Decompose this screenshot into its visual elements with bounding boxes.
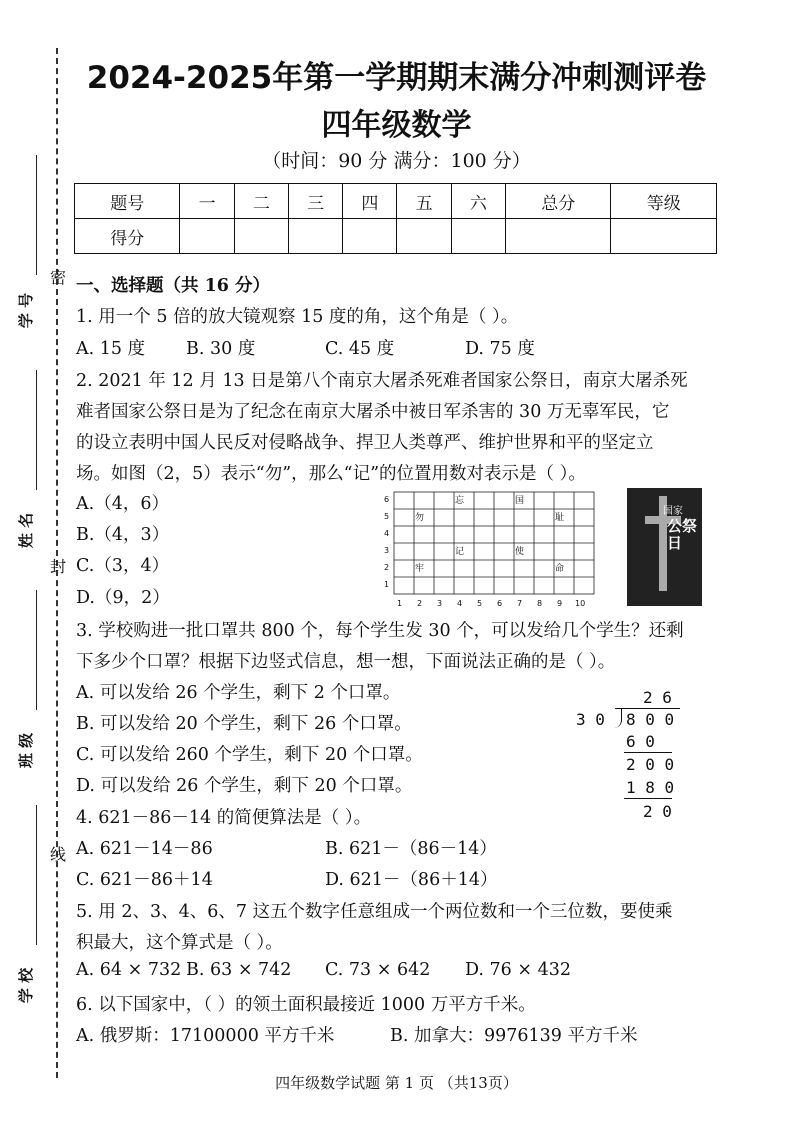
score-row-label: 得分 — [75, 219, 180, 254]
division-step-3: 1 8 0 — [626, 778, 675, 797]
poster-text-small: 国家 — [663, 506, 683, 517]
q2-option-a[interactable]: A.（4，6） — [76, 494, 169, 514]
division-bracket — [613, 708, 622, 728]
memorial-day-poster — [627, 488, 702, 606]
y-tick: 1 — [384, 580, 390, 589]
division-divisor: 3 0 — [576, 710, 605, 729]
score-cell: 总分 — [505, 184, 610, 219]
score-blank[interactable] — [505, 219, 610, 254]
question-3-line-2: 下多少个口罩？根据下边竖式信息，想一想，下面说法正确的是（ ）。 — [76, 652, 616, 672]
score-blank[interactable] — [397, 219, 451, 254]
score-cell: 题号 — [75, 184, 180, 219]
q5-option-d[interactable]: D. 76 × 432 — [465, 960, 571, 980]
long-division-figure — [570, 688, 690, 828]
q5-option-a[interactable]: A. 64 × 732 — [76, 960, 182, 980]
q3-option-a[interactable]: A. 可以发给 26 个学生，剩下 2 个口罩。 — [76, 683, 401, 703]
score-table-header-row — [75, 184, 717, 219]
division-remainder: 2 0 — [643, 802, 672, 821]
seal-mark-mi: 密 — [50, 268, 67, 287]
student-id-label: 学 号 — [17, 292, 36, 329]
grid-lines — [394, 492, 594, 594]
y-tick: 5 — [384, 512, 390, 521]
class-label: 班 级 — [17, 732, 36, 769]
question-1: 1. 用一个 5 倍的放大镜观察 15 度的角，这个角是（ ）。 — [76, 307, 519, 327]
score-blank[interactable] — [180, 219, 234, 254]
grid-char: 牢 — [415, 564, 425, 574]
student-id-blank[interactable] — [36, 155, 37, 275]
q4-option-c[interactable]: C. 621－86＋14 — [76, 870, 213, 890]
score-cell: 二 — [234, 184, 288, 219]
q1-option-b[interactable]: B. 30 度 — [186, 339, 256, 359]
division-step-2: 2 0 0 — [626, 755, 675, 774]
q5-option-b[interactable]: B. 63 × 742 — [186, 960, 292, 980]
question-2-line-1: 2. 2021 年 12 月 13 日是第八个南京大屠杀死难者国家公祭日，南京大屠杀死 — [76, 371, 688, 391]
q4-option-b[interactable]: B. 621－（86－14） — [325, 839, 497, 859]
exam-time-info: （时间：90 分 满分：100 分） — [262, 150, 531, 172]
x-tick: 1 — [397, 599, 403, 608]
question-2-line-2: 难者国家公祭日是为了纪念在南京大屠杀中被日军杀害的 30 万无辜军民，它 — [76, 402, 670, 422]
question-2-line-3: 的设立表明中国人民反对侵略战争、捍卫人类尊严、维护世界和平的坚定立 — [76, 433, 654, 453]
section-heading: 一、选择题（共 16 分） — [76, 276, 271, 296]
page-footer: 四年级数学试题 第 1 页 （共13页） — [275, 1074, 518, 1092]
question-3-line-1: 3. 学校购进一批口罩共 800 个，每个学生发 30 个，可以发给几个学生？还剩 — [76, 621, 684, 641]
score-cell: 五 — [397, 184, 451, 219]
grid-char: 记 — [455, 547, 465, 557]
grid-char: 勿 — [415, 513, 425, 523]
score-blank[interactable] — [288, 219, 342, 254]
q1-option-a[interactable]: A. 15 度 — [76, 339, 146, 359]
question-5-line-1: 5. 用 2、3、4、6、7 这五个数字任意组成一个两位数和一个三位数，要使乘 — [76, 902, 673, 922]
q5-option-c[interactable]: C. 73 × 642 — [325, 960, 431, 980]
x-tick: 6 — [497, 599, 503, 608]
division-step-1: 6 0 — [626, 732, 655, 751]
q4-option-a[interactable]: A. 621－14－86 — [76, 839, 213, 859]
x-tick: 2 — [417, 599, 423, 608]
score-table-score-row — [75, 219, 717, 254]
grid-char: 忘 — [455, 496, 465, 506]
grid-char: 命 — [555, 564, 565, 574]
question-2-line-4: 场。如图（2，5）表示“勿”，那么“记”的位置用数对表示是（ ）。 — [76, 464, 586, 484]
y-tick: 4 — [384, 529, 390, 538]
poster-text-large: 公祭日 — [667, 517, 698, 552]
score-blank[interactable] — [234, 219, 288, 254]
score-blank[interactable] — [611, 219, 717, 254]
q6-option-b[interactable]: B. 加拿大：9976139 平方千米 — [390, 1026, 638, 1046]
division-quotient: 2 6 — [643, 688, 672, 707]
q2-option-c[interactable]: C.（3，4） — [76, 556, 170, 576]
grid-char: 耻 — [555, 513, 565, 523]
q3-option-b[interactable]: B. 可以发给 20 个学生，剩下 26 个口罩。 — [76, 714, 412, 734]
score-cell: 等级 — [611, 184, 717, 219]
score-cell: 六 — [451, 184, 505, 219]
score-cell: 一 — [180, 184, 234, 219]
q6-option-a[interactable]: A. 俄罗斯：17100000 平方千米 — [76, 1026, 335, 1046]
q4-option-d[interactable]: D. 621－（86＋14） — [325, 870, 498, 890]
q3-option-c[interactable]: C. 可以发给 260 个学生，剩下 20 个口罩。 — [76, 745, 423, 765]
division-dividend: 8 0 0 — [626, 710, 675, 729]
class-blank[interactable] — [36, 590, 37, 710]
x-tick: 8 — [537, 599, 543, 608]
q1-option-d[interactable]: D. 75 度 — [465, 339, 535, 359]
grid-char: 使 — [515, 547, 525, 557]
coordinate-grid-figure — [380, 488, 600, 613]
q2-option-d[interactable]: D.（9，2） — [76, 588, 170, 608]
x-tick: 10 — [575, 599, 586, 608]
question-5-line-2: 积最大，这个算式是（ ）。 — [76, 933, 283, 953]
q1-option-c[interactable]: C. 45 度 — [325, 339, 395, 359]
score-blank[interactable] — [451, 219, 505, 254]
score-cell: 四 — [343, 184, 397, 219]
grid-char: 国 — [515, 496, 525, 506]
x-tick: 4 — [457, 599, 463, 608]
x-tick: 9 — [557, 599, 563, 608]
name-blank[interactable] — [36, 370, 37, 490]
y-tick: 6 — [384, 495, 390, 504]
x-tick: 3 — [437, 599, 443, 608]
question-6: 6. 以下国家中，（ ）的领土面积最接近 1000 万平方千米。 — [76, 995, 536, 1015]
y-tick: 2 — [384, 563, 390, 572]
name-label: 姓 名 — [17, 512, 36, 549]
seal-mark-xian: 线 — [50, 845, 67, 864]
y-tick: 3 — [384, 546, 390, 555]
exam-title: 2024-2025年第一学期期末满分冲刺测评卷 — [86, 60, 707, 96]
q3-option-d[interactable]: D. 可以发给 26 个学生，剩下 20 个口罩。 — [76, 776, 413, 796]
score-table — [74, 183, 717, 254]
x-tick: 5 — [477, 599, 483, 608]
question-4: 4. 621－86－14 的简便算法是（ ）。 — [76, 808, 372, 828]
division-bar — [615, 708, 680, 709]
score-blank[interactable] — [343, 219, 397, 254]
school-blank[interactable] — [36, 805, 37, 945]
score-cell: 三 — [288, 184, 342, 219]
division-line — [624, 798, 672, 799]
seal-mark-feng: 封 — [50, 557, 67, 576]
exam-subject: 四年级数学 — [321, 108, 472, 143]
division-line — [624, 752, 672, 753]
q2-option-b[interactable]: B.（4，3） — [76, 525, 170, 545]
school-label: 学 校 — [17, 967, 36, 1004]
x-tick: 7 — [517, 599, 523, 608]
